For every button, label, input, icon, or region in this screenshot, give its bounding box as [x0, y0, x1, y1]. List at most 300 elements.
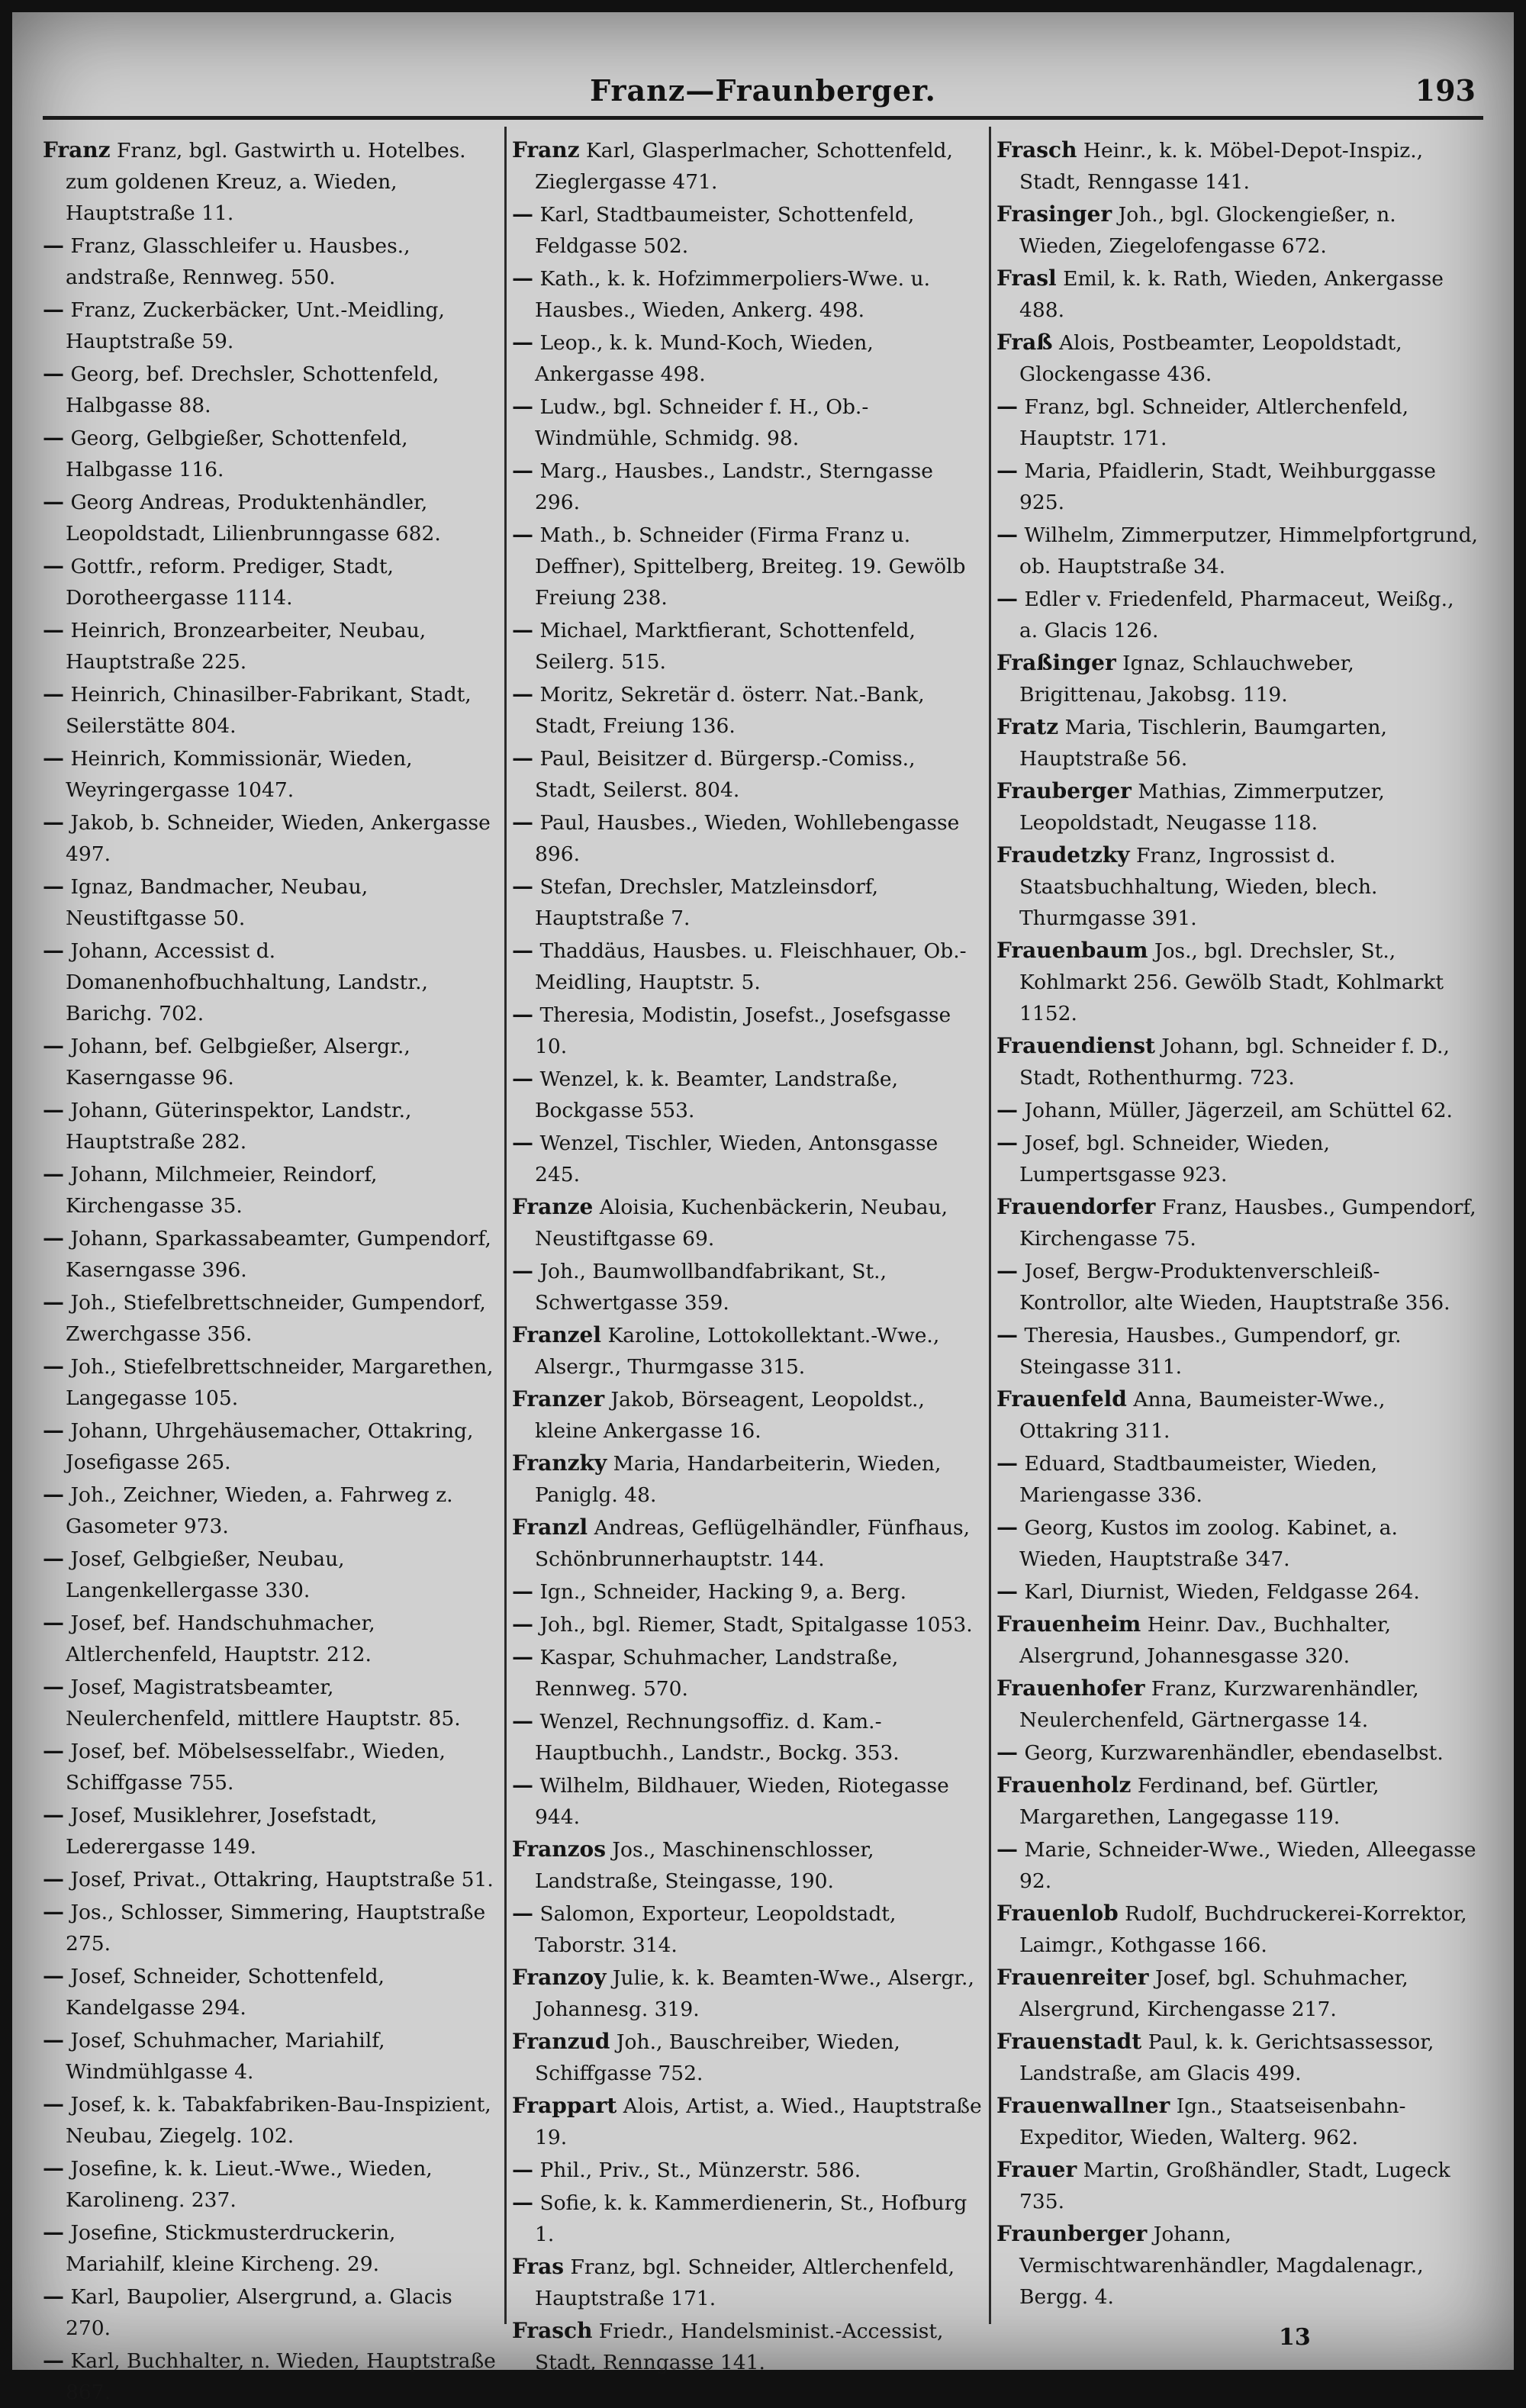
entry-surname: — — [43, 2155, 64, 2181]
entry-text: Jos., Maschinenschlosser, Landstraße, Steingasse, 190. — [535, 1838, 874, 1893]
entry-text: Franz, bgl. Schneider, Altlerchenfeld, Hauptstr. 171. — [1019, 395, 1409, 450]
entry-surname: — — [996, 394, 1018, 419]
entry-text: Josef, bgl. Schuhmacher, Alsergrund, Kirchengasse 217. — [1019, 1966, 1408, 2021]
entry-text: Stefan, Drechsler, Matzleinsdorf, Hauptstraße 7. — [535, 875, 879, 930]
entry-text: Alois, Postbeamter, Leopoldstadt, Glockengasse 436. — [1019, 331, 1402, 386]
entry-text: Josef, Schuhmacher, Mariahilf, Windmühlgasse 4. — [66, 2029, 385, 2084]
entry-surname: — — [43, 1802, 64, 1827]
directory-entry — [996, 198, 1479, 262]
entry-surname: — — [43, 489, 64, 514]
directory-entry — [996, 2026, 1479, 2089]
entry-surname: Fraß — [996, 330, 1053, 355]
entry-text: Kaspar, Schuhmacher, Landstraße, Rennweg. 570. — [535, 1646, 899, 1701]
directory-entry — [996, 839, 1479, 934]
directory-entry — [43, 935, 501, 1029]
entry-surname: — — [43, 361, 64, 386]
entry-surname: — — [43, 2284, 64, 2309]
entry-surname: Franz — [43, 137, 111, 163]
directory-entry — [43, 678, 501, 742]
entry-text: Jakob, b. Schneider, Wieden, Ankergasse 497. — [66, 811, 491, 866]
directory-entry — [43, 486, 501, 549]
entry-text: Joh., Zeichner, Wieden, a. Fahrweg z. Gasometer 973. — [66, 1483, 453, 1538]
entry-text: Joh., Stiefelbrettschneider, Margarethen, Langegasse 105. — [66, 1355, 494, 1410]
directory-entry — [996, 711, 1479, 774]
entry-surname: — — [43, 1610, 64, 1635]
entry-text: Johann, Uhrgehäusemacher, Ottakring, Josefigasse 265. — [66, 1419, 474, 1474]
entry-text: Maria, Pfaidlerin, Stadt, Weihburggasse 925. — [1019, 459, 1436, 514]
directory-entry — [43, 1094, 501, 1157]
entry-text: Rudolf, Buchdruckerei-Korrektor, Laimgr., Kothgasse 166. — [1019, 1902, 1467, 1957]
directory-entry — [996, 134, 1479, 198]
entry-surname: — — [996, 1130, 1018, 1155]
entry-surname: — — [43, 553, 64, 578]
directory-entry — [43, 871, 501, 934]
entry-surname: — — [996, 1837, 1018, 1862]
entry-text: Edler v. Friedenfeld, Pharmaceut, Weißg., a. Glacis 126. — [1019, 588, 1454, 642]
directory-entry — [512, 134, 983, 198]
entry-surname: — — [43, 1546, 64, 1571]
entry-surname: — — [512, 2157, 533, 2182]
entry-text: Wilhelm, Zimmerputzer, Himmelpfortgrund, ob. Hauptstraße 34. — [1019, 523, 1478, 578]
entry-surname: — — [43, 874, 64, 899]
entry-text: Paul, Beisitzer d. Bürgersp.-Comiss., Stadt, Seilerst. 804. — [535, 747, 916, 802]
entry-text: Georg, Gelbgießer, Schottenfeld, Halbgasse 116. — [66, 427, 408, 481]
entry-surname: — — [512, 745, 533, 771]
entry-text: Franz, Kurzwarenhändler, Neulerchenfeld, Gärtnergasse 14. — [1019, 1677, 1419, 1732]
entry-surname: — — [43, 2027, 64, 2052]
entry-text: Josefine, Stickmusterdruckerin, Mariahilf, kleine Kircheng. 29. — [66, 2221, 396, 2276]
entry-surname: — — [43, 1482, 64, 1507]
entry-text: Gottfr., reform. Prediger, Stadt, Dorotheergasse 1114. — [66, 555, 394, 610]
entry-surname: Frauenhofer — [996, 1676, 1145, 1701]
entry-surname: — — [512, 810, 533, 835]
entry-surname: — — [996, 1515, 1018, 1540]
directory-entry — [512, 2090, 983, 2153]
entry-text: Wenzel, Rechnungsoffiz. d. Kam.-Hauptbuchh., Landstr., Bockg. 353. — [535, 1710, 900, 1765]
entry-surname: — — [43, 681, 64, 707]
entry-surname: — — [512, 874, 533, 899]
directory-entry — [512, 327, 983, 390]
entry-surname: — — [43, 425, 64, 450]
entry-text: Paul, k. k. Gerichtsassessor, Landstraße, am Glacis 499. — [1019, 2030, 1434, 2085]
directory-entry — [996, 1383, 1479, 1447]
entry-surname: Frappart — [512, 2093, 617, 2118]
entry-text: Marg., Hausbes., Landstr., Sterngasse 296. — [535, 459, 933, 514]
entry-surname: Franz — [512, 137, 580, 163]
directory-entry — [996, 327, 1479, 390]
entry-text: Julie, k. k. Beamten-Wwe., Alsergr., Johannesg. 319. — [535, 1966, 974, 2021]
directory-page — [12, 12, 1514, 2404]
directory-entry — [512, 2026, 983, 2089]
directory-entry — [512, 2187, 983, 2250]
directory-entry — [512, 198, 983, 262]
column-3 — [996, 134, 1479, 2316]
entry-text: Moritz, Sekretär d. österr. Nat.-Bank, Stadt, Freiung 136. — [535, 683, 925, 738]
directory-entry — [43, 1286, 501, 1350]
entry-text: Ign., Schneider, Hacking 9, a. Berg. — [539, 1580, 907, 1604]
entry-text: Karl, Buchhalter, n. Wieden, Hauptstraße 867. — [66, 2349, 496, 2404]
entry-surname: Frasch — [512, 2318, 593, 2343]
directory-entry — [996, 1094, 1479, 1126]
directory-entry — [512, 806, 983, 870]
entry-surname: — — [43, 1899, 64, 1924]
entry-surname: — — [43, 810, 64, 835]
directory-entry — [43, 1479, 501, 1542]
directory-entry — [43, 550, 501, 613]
entry-surname: — — [512, 1611, 533, 1637]
directory-entry — [43, 742, 501, 806]
entry-text: Franz, bgl. Gastwirth u. Hotelbes. zum goldenen Kreuz, a. Wieden, Hauptstraße 11. — [66, 139, 466, 225]
entry-surname: — — [43, 617, 64, 642]
entry-text: Aloisia, Kuchenbäckerin, Neubau, Neustiftgasse 69. — [535, 1196, 948, 1251]
directory-entry — [43, 2281, 501, 2344]
directory-entry — [996, 519, 1479, 582]
entry-text: Jakob, Börseagent, Leopoldst., kleine Ankergasse 16. — [535, 1388, 925, 1443]
entry-text: Leop., k. k. Mund-Koch, Wieden, Ankergasse 498. — [535, 331, 874, 386]
directory-entry — [996, 1255, 1479, 1318]
entry-surname: — — [512, 330, 533, 355]
entry-surname: Franzoy — [512, 1965, 607, 1990]
entry-text: Wilhelm, Bildhauer, Wieden, Riotegasse 944. — [535, 1774, 949, 1829]
entry-surname: Frauberger — [996, 778, 1132, 803]
entry-text: Maria, Tischlerin, Baumgarten, Hauptstraße 56. — [1019, 716, 1387, 771]
entry-surname: — — [996, 1097, 1018, 1122]
directory-entry — [512, 1641, 983, 1705]
directory-entry — [43, 294, 501, 357]
entry-surname: Frasinger — [996, 201, 1112, 227]
directory-entry — [512, 1191, 983, 1254]
directory-entry — [512, 871, 983, 934]
entry-text: Math., b. Schneider (Firma Franz u. Deffner), Spittelberg, Breiteg. 19. Gewölb Freiung 238. — [535, 523, 966, 610]
directory-entry — [43, 230, 501, 293]
entry-surname: Franzl — [512, 1515, 588, 1540]
directory-entry — [512, 1898, 983, 1961]
entry-surname: — — [43, 1963, 64, 1988]
directory-entry — [512, 2251, 983, 2314]
directory-entry — [996, 1191, 1479, 1254]
entry-text: Anna, Baumeister-Wwe., Ottakring 311. — [1019, 1388, 1386, 1443]
signature-mark: 13 — [1279, 2324, 1311, 2351]
entry-surname: — — [43, 1097, 64, 1122]
entry-text: Kath., k. k. Hofzimmerpoliers-Wwe. u. Hausbes., Wieden, Ankerg. 498. — [535, 267, 931, 322]
entry-text: Paul, Hausbes., Wieden, Wohllebengasse 896. — [535, 811, 960, 866]
entry-text: Heinr., k. k. Möbel-Depot-Inspiz., Stadt, Renngasse 141. — [1019, 139, 1424, 194]
directory-entry — [43, 2216, 501, 2280]
directory-entry — [43, 1222, 501, 1286]
entry-surname: Fras — [512, 2254, 565, 2279]
entry-surname: Fraudetzky — [996, 842, 1130, 868]
entry-surname: Fraunberger — [996, 2221, 1148, 2246]
directory-entry — [996, 2090, 1479, 2153]
directory-entry — [996, 262, 1479, 326]
entry-text: Michael, Marktfierant, Schottenfeld, Seilerg. 515. — [535, 619, 916, 674]
entry-text: Emil, k. k. Rath, Wieden, Ankergasse 488. — [1019, 267, 1444, 322]
directory-entry — [996, 647, 1479, 710]
entry-surname: — — [512, 1066, 533, 1091]
directory-entry — [43, 1863, 501, 1895]
entry-text: Josef, bgl. Schneider, Wieden, Lumpertsgasse 923. — [1019, 1132, 1330, 1186]
entry-surname: Frauendorfer — [996, 1194, 1156, 1219]
directory-entry — [512, 1063, 983, 1126]
directory-entry — [512, 1608, 983, 1640]
entry-surname: — — [43, 1033, 64, 1058]
directory-entry — [996, 1319, 1479, 1383]
entry-surname: — — [512, 201, 533, 227]
column-rule-2 — [989, 127, 991, 2324]
entry-surname: Frauer — [996, 2157, 1077, 2182]
entry-surname: Frasl — [996, 266, 1057, 291]
entry-surname: Franzer — [512, 1386, 605, 1412]
entry-surname: Frauenheim — [996, 1611, 1141, 1637]
directory-entry — [43, 1735, 501, 1798]
entry-surname: — — [512, 938, 533, 963]
entry-text: Georg Andreas, Produktenhändler, Leopoldstadt, Lilienbrunngasse 682. — [66, 491, 441, 546]
running-title: Franz—Fraunberger. — [590, 73, 936, 108]
directory-entry — [996, 455, 1479, 518]
directory-entry — [996, 1672, 1479, 1736]
directory-entry — [996, 1608, 1479, 1672]
directory-entry — [43, 1158, 501, 1222]
directory-entry — [996, 1962, 1479, 2025]
directory-entry — [43, 1799, 501, 1862]
directory-entry — [512, 1127, 983, 1190]
entry-surname: — — [43, 1161, 64, 1186]
entry-text: Johann, Accessist d. Domanenhofbuchhaltung, Landstr., Barichg. 702. — [66, 939, 428, 1025]
entry-surname: — — [43, 233, 64, 258]
directory-entry — [512, 1447, 983, 1511]
directory-entry — [996, 1898, 1479, 1961]
directory-entry — [43, 358, 501, 421]
entry-text: Sofie, k. k. Kammerdienerin, St., Hofburg 1. — [535, 2191, 967, 2246]
entry-text: Mathias, Zimmerputzer, Leopoldstadt, Neugasse 118. — [1019, 780, 1385, 835]
entry-text: Joh., Baumwollbandfabrikant, St., Schwertgasse 359. — [535, 1260, 887, 1315]
entry-text: Ign., Staatseisenbahn-Expeditor, Wieden, Walterg. 962. — [1019, 2094, 1406, 2149]
directory-entry — [996, 1769, 1479, 1833]
entry-surname: Frauenstadt — [996, 2029, 1142, 2054]
directory-entry — [43, 1415, 501, 1478]
directory-entry — [43, 1607, 501, 1670]
entry-surname: — — [512, 458, 533, 483]
entry-text: Andreas, Geflügelhändler, Fünfhaus, Schönbrunnerhauptstr. 144. — [535, 1516, 971, 1571]
directory-entry — [512, 614, 983, 678]
directory-entry — [512, 935, 983, 998]
entry-surname: — — [512, 1708, 533, 1734]
entry-surname: — — [996, 1579, 1018, 1604]
entry-text: Franz, Zuckerbäcker, Unt.-Meidling, Hauptstraße 59. — [66, 298, 445, 353]
entry-surname: Fraßinger — [996, 650, 1116, 675]
entry-surname: — — [512, 1901, 533, 1926]
directory-entry — [996, 1737, 1479, 1769]
directory-entry — [996, 1030, 1479, 1093]
entry-text: Josef, bef. Möbelsesselfabr., Wieden, Schiffgasse 755. — [66, 1740, 446, 1795]
directory-entry — [512, 678, 983, 742]
entry-text: Heinrich, Chinasilber-Fabrikant, Stadt, Seilerstätte 804. — [66, 683, 472, 738]
entry-text: Georg, bef. Drechsler, Schottenfeld, Halbgasse 88. — [66, 362, 439, 417]
entry-text: Franz, bgl. Schneider, Altlerchenfeld, Hauptstraße 171. — [535, 2255, 955, 2310]
directory-entry — [512, 2154, 983, 2186]
entry-surname: Fratz — [996, 714, 1059, 739]
directory-entry — [512, 1319, 983, 1383]
entry-text: Johann, bef. Gelbgießer, Alsergr., Kaserngasse 96. — [66, 1035, 410, 1090]
entry-surname: — — [996, 458, 1018, 483]
directory-entry — [512, 391, 983, 454]
entry-text: Karoline, Lottokollektant.-Wwe., Alsergr., Thurmgasse 315. — [535, 1324, 940, 1379]
directory-entry — [43, 1350, 501, 1414]
entry-text: Joh., Bauschreiber, Wieden, Schiffgasse 752. — [535, 2030, 900, 2085]
entry-surname: Frauenholz — [996, 1772, 1132, 1798]
entry-text: Josef, Bergw-Produktenverschleiß-Kontrollor, alte Wieden, Hauptstraße 356. — [1019, 1260, 1450, 1315]
entry-surname: — — [43, 938, 64, 963]
directory-entry — [512, 1511, 983, 1575]
directory-entry — [996, 935, 1479, 1029]
entry-surname: — — [43, 2220, 64, 2245]
directory-entry — [996, 2154, 1479, 2217]
entry-surname: Franzky — [512, 1450, 607, 1476]
entry-surname: — — [996, 586, 1018, 611]
entry-text: Jos., Schlosser, Simmering, Hauptstraße 275. — [66, 1901, 486, 1956]
column-1 — [43, 134, 501, 2404]
entry-text: Georg, Kustos im zoolog. Kabinet, a. Wieden, Hauptstraße 347. — [1019, 1516, 1398, 1571]
entry-surname: — — [43, 2348, 64, 2373]
directory-entry — [512, 1962, 983, 2025]
column-2 — [512, 134, 983, 2374]
entry-surname: — — [996, 1740, 1018, 1765]
entry-text: Marie, Schneider-Wwe., Wieden, Alleegasse 92. — [1019, 1838, 1476, 1893]
directory-entry — [996, 583, 1479, 646]
entry-text: Franz, Ingrossist d. Staatsbuchhaltung, Wieden, blech. Thurmgasse 391. — [1019, 844, 1378, 930]
entry-surname: Frauenlob — [996, 1901, 1119, 1926]
entry-text: Phil., Priv., St., Münzerstr. 586. — [539, 2159, 861, 2182]
entry-text: Johann, Sparkassabeamter, Gumpendorf, Kaserngasse 396. — [66, 1227, 491, 1282]
entry-surname: Frauenreiter — [996, 1965, 1149, 1990]
entry-text: Josef, Magistratsbeamter, Neulerchenfeld, mittlere Hauptstr. 85. — [66, 1676, 461, 1730]
directory-entry — [43, 1671, 501, 1734]
directory-entry — [512, 519, 983, 613]
directory-entry — [43, 1030, 501, 1093]
entry-text: Friedr., Handelsminist.-Accessist, Stadt, Renngasse 141. — [535, 2319, 944, 2374]
entry-surname: — — [512, 394, 533, 419]
entry-surname: — — [512, 681, 533, 707]
entry-surname: — — [512, 1772, 533, 1798]
entry-text: Heinrich, Bronzearbeiter, Neubau, Hauptstraße 225. — [66, 619, 427, 674]
entry-text: Johann, Vermischtwarenhändler, Magdalenagr., Bergg. 4. — [1019, 2223, 1424, 2309]
entry-text: Georg, Kurzwarenhändler, ebendaselbst. — [1024, 1741, 1444, 1765]
entry-surname: — — [43, 1354, 64, 1379]
entry-text: Wenzel, k. k. Beamter, Landstraße, Bockgasse 553. — [535, 1067, 899, 1122]
entry-text: Ferdinand, bef. Gürtler, Margarethen, Langegasse 119. — [1019, 1774, 1380, 1829]
entry-surname: — — [512, 1579, 533, 1604]
entry-text: Josef, Gelbgießer, Neubau, Langenkellergasse 330. — [66, 1547, 345, 1602]
entry-text: Heinrich, Kommissionär, Wieden, Weyringergasse 1047. — [66, 747, 413, 802]
entry-text: Joh., bgl. Riemer, Stadt, Spitalgasse 1053. — [539, 1613, 973, 1637]
entry-surname: — — [512, 1644, 533, 1669]
directory-entry — [512, 2315, 983, 2378]
entry-surname: — — [512, 2190, 533, 2215]
entry-text: Josef, Privat., Ottakring, Hauptstraße 51. — [70, 1868, 494, 1891]
entry-surname: Franzel — [512, 1322, 601, 1347]
column-rule-1 — [504, 127, 507, 2324]
directory-entry — [43, 614, 501, 678]
entry-text: Jos., bgl. Drechsler, St., Kohlmarkt 256. Gewölb Stadt, Kohlmarkt 1152. — [1019, 939, 1444, 1025]
directory-entry — [512, 1383, 983, 1447]
entry-surname: — — [43, 1866, 64, 1891]
entry-text: Johann, bgl. Schneider f. D., Stadt, Rothenthurmg. 723. — [1019, 1035, 1450, 1090]
directory-entry — [512, 1833, 983, 1897]
entry-text: Heinr. Dav., Buchhalter, Alsergrund, Johannesgasse 320. — [1019, 1613, 1392, 1668]
entry-text: Thaddäus, Hausbes. u. Fleischhauer, Ob.-Meidling, Hauptstr. 5. — [535, 939, 967, 994]
entry-text: Josef, k. k. Tabakfabriken-Bau-Inspizient, Neubau, Ziegelg. 102. — [66, 2093, 491, 2148]
entry-surname: — — [512, 522, 533, 547]
page-number: 193 — [1415, 73, 1476, 108]
entry-surname: — — [512, 1258, 533, 1283]
entry-text: Joh., bgl. Glockengießer, n. Wieden, Ziegelofengasse 672. — [1019, 203, 1396, 258]
directory-entry — [43, 2088, 501, 2152]
entry-surname: — — [43, 297, 64, 322]
entry-surname: Franze — [512, 1194, 594, 1219]
entry-text: Karl, Stadtbaumeister, Schottenfeld, Feldgasse 502. — [535, 203, 915, 258]
directory-entry — [996, 391, 1479, 454]
entry-surname: — — [996, 1258, 1018, 1283]
entry-surname: — — [43, 745, 64, 771]
directory-entry — [43, 422, 501, 485]
entry-surname: Frasch — [996, 137, 1077, 163]
entry-text: Joh., Stiefelbrettschneider, Gumpendorf, Zwerchgasse 356. — [66, 1291, 486, 1346]
entry-text: Johann, Müller, Jägerzeil, am Schüttel 62. — [1024, 1099, 1453, 1122]
entry-surname: Franzos — [512, 1837, 606, 1862]
entry-surname: — — [512, 617, 533, 642]
directory-entry — [512, 999, 983, 1062]
entry-text: Wenzel, Tischler, Wieden, Antonsgasse 245. — [535, 1132, 938, 1186]
entry-text: Karl, Baupolier, Alsergrund, a. Glacis 270. — [66, 2285, 452, 2340]
directory-entry — [996, 1447, 1479, 1511]
entry-text: Ludw., bgl. Schneider f. H., Ob.-Windmühle, Schmidg. 98. — [535, 395, 869, 450]
directory-entry — [996, 2218, 1479, 2313]
entry-surname: — — [512, 1130, 533, 1155]
entry-surname: Frauenbaum — [996, 938, 1148, 963]
entry-surname: — — [996, 1322, 1018, 1347]
entry-text: Karl, Glasperlmacher, Schottenfeld, Zieglergasse 471. — [535, 139, 953, 194]
entry-text: Ignaz, Bandmacher, Neubau, Neustiftgasse 50. — [66, 875, 369, 930]
directory-entry — [512, 1576, 983, 1608]
entry-text: Franz, Hausbes., Gumpendorf, Kirchengasse 75. — [1019, 1196, 1476, 1251]
entry-text: Theresia, Hausbes., Gumpendorf, gr. Steingasse 311. — [1019, 1324, 1402, 1379]
entry-surname: — — [512, 266, 533, 291]
entry-text: Eduard, Stadtbaumeister, Wieden, Mariengasse 336. — [1019, 1452, 1378, 1507]
directory-entry — [43, 1960, 501, 2023]
directory-entry — [43, 2152, 501, 2216]
entry-text: Salomon, Exporteur, Leopoldstadt, Taborstr. 314. — [535, 1902, 897, 1957]
entry-surname: — — [43, 1674, 64, 1699]
entry-surname: — — [43, 1289, 64, 1315]
entry-text: Theresia, Modistin, Josefst., Josefsgasse 10. — [535, 1003, 951, 1058]
entry-surname: — — [43, 1225, 64, 1251]
entry-surname: Frauenfeld — [996, 1386, 1127, 1412]
directory-entry — [996, 775, 1479, 839]
entry-text: Josef, bef. Handschuhmacher, Altlerchenfeld, Hauptstr. 212. — [66, 1611, 375, 1666]
entry-surname: — — [43, 1418, 64, 1443]
directory-entry — [512, 1705, 983, 1769]
directory-entry — [43, 1543, 501, 1606]
entry-text: Ignaz, Schlauchweber, Brigittenau, Jakobsg. 119. — [1019, 652, 1354, 707]
entry-text: Johann, Milchmeier, Reindorf, Kirchengasse 35. — [66, 1163, 378, 1218]
entry-surname: — — [996, 522, 1018, 547]
entry-text: Josef, Schneider, Schottenfeld, Kandelgasse 294. — [66, 1965, 385, 2020]
entry-surname: Frauenwallner — [996, 2093, 1170, 2118]
page-header — [43, 63, 1483, 120]
directory-entry — [512, 1769, 983, 1833]
entry-text: Johann, Güterinspektor, Landstr., Hauptstraße 282. — [66, 1099, 412, 1154]
directory-entry — [996, 1511, 1479, 1575]
